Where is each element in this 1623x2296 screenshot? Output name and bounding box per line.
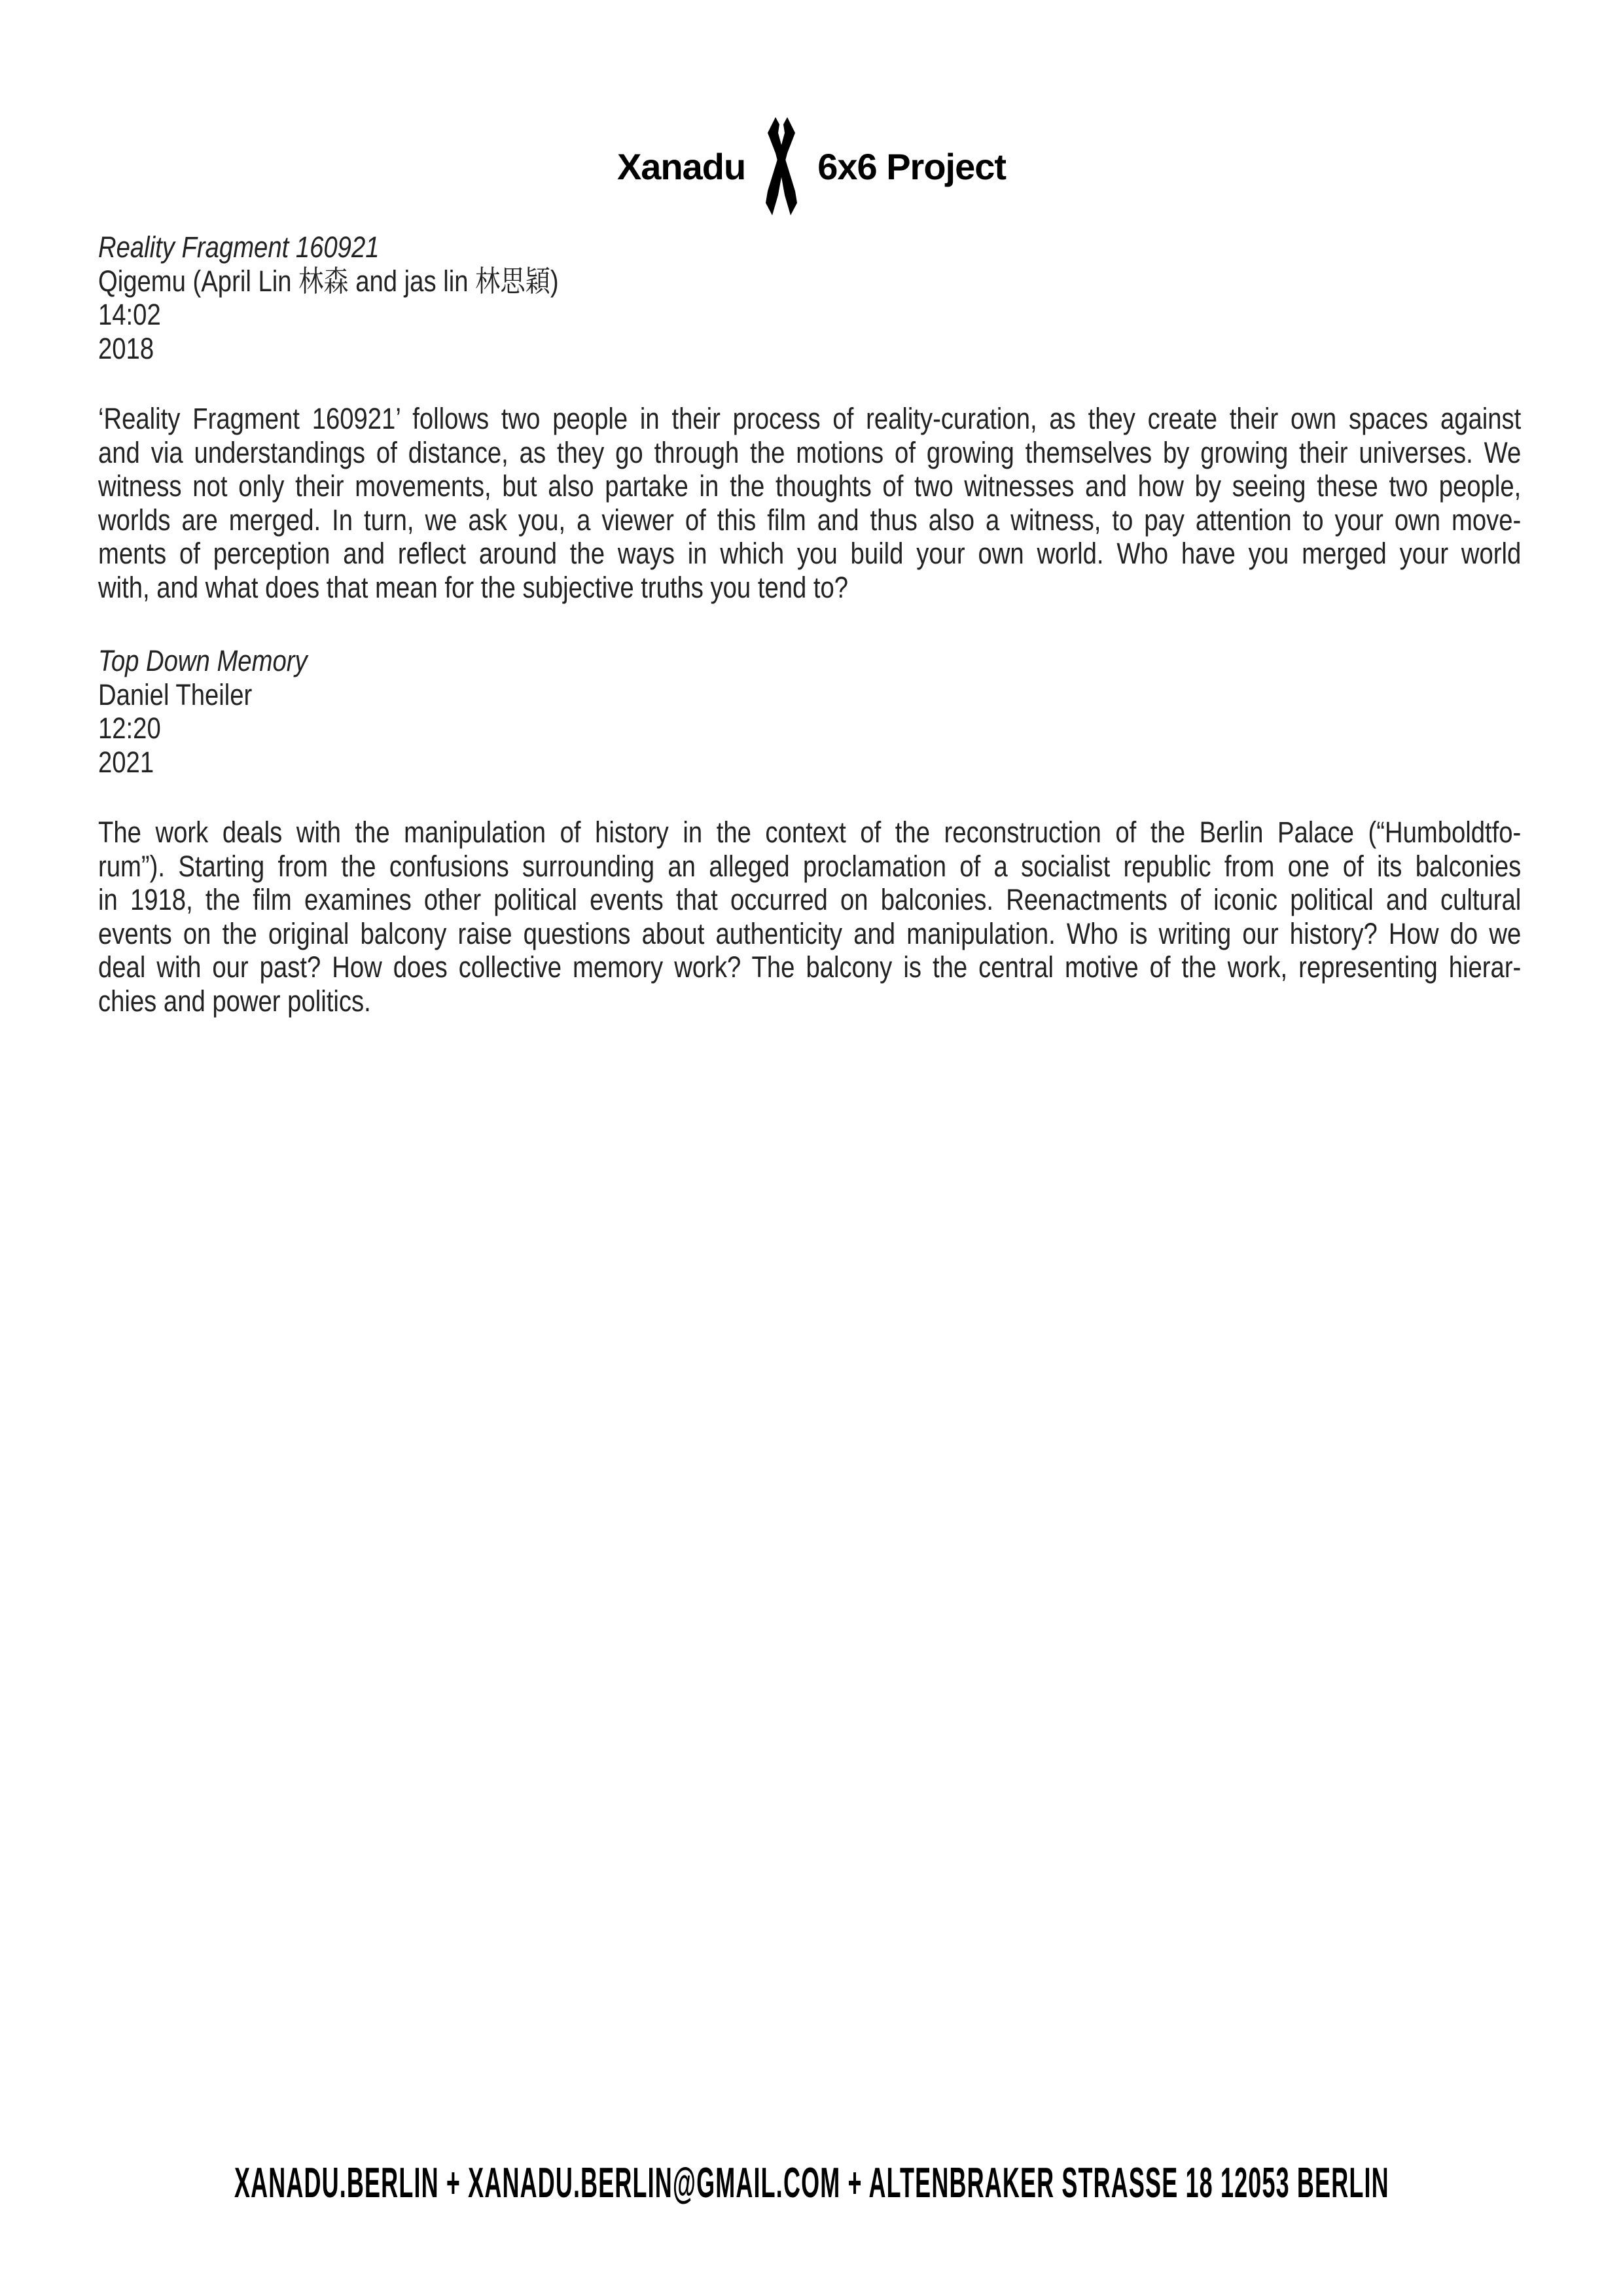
film-credits: Daniel Theiler [98, 677, 253, 711]
footer-contact-line: XANADU.BERLIN + XANADU.BERLIN@GMAIL.COM + ALTENBRAKER STRASSE 18 12053 BERLIN [234, 2159, 1389, 2207]
description-line: and via understandings of distance, as they go through the motions of growing themselves by growing their universes. We [98, 435, 1522, 469]
brand-name: Xanadu [616, 145, 746, 187]
film-credits: Qigemu (April Lin 林森 and jas lin 林思穎) [98, 264, 559, 298]
description-line: in 1918, the film examines other political events that occurred on balconies. Reenactments of iconic political and cultural [98, 883, 1522, 916]
description-line: with, and what does that mean for the subjective truths you tend to? [98, 570, 849, 604]
film-year: 2021 [98, 745, 154, 779]
film-description-1 [98, 402, 1521, 604]
header [0, 117, 1623, 216]
project-name: 6x6 Project [817, 145, 1007, 187]
description-line: The work deals with the manipulation of history in the context of the reconstruction of the Berlin Palace (“Humboldtfo- [98, 816, 1522, 849]
description-line: ‘Reality Fragment 160921’ follows two people in their process of reality-curation, as they create their own spaces against [98, 402, 1522, 435]
description-line: deal with our past? How does collective memory work? The balcony is the central motive of the work, representing hierar- [98, 950, 1522, 984]
film-duration: 12:20 [98, 711, 161, 745]
film-year: 2018 [98, 331, 154, 365]
film-description-2 [98, 816, 1521, 1018]
film-entry-2 [98, 644, 308, 779]
description-line: events on the original balcony raise questions about authenticity and manipulation. Who is writing our history? How do we [98, 916, 1522, 950]
description-line: witness not only their movements, but also partake in the thoughts of two witnesses and how by seeing these two people, [98, 469, 1522, 503]
description-line: chies and power politics. [98, 984, 371, 1018]
description-line: worlds are merged. In turn, we ask you, a viewer of this film and thus also a witness, to pay attention to your own move- [98, 503, 1522, 537]
description-line: rum”). Starting from the confusions surrounding an alleged proclamation of a socialist republic from one of its balconies [98, 849, 1522, 883]
film-title: Reality Fragment 160921 [98, 230, 380, 264]
description-line: ments of perception and reflect around the ways in which you build your own world. Who have you merged your world [98, 537, 1522, 570]
x-logo-icon [762, 117, 800, 216]
film-entry-1 [98, 230, 559, 365]
film-duration: 14:02 [98, 298, 161, 331]
film-title: Top Down Memory [98, 644, 308, 677]
footer [0, 2159, 1623, 2205]
